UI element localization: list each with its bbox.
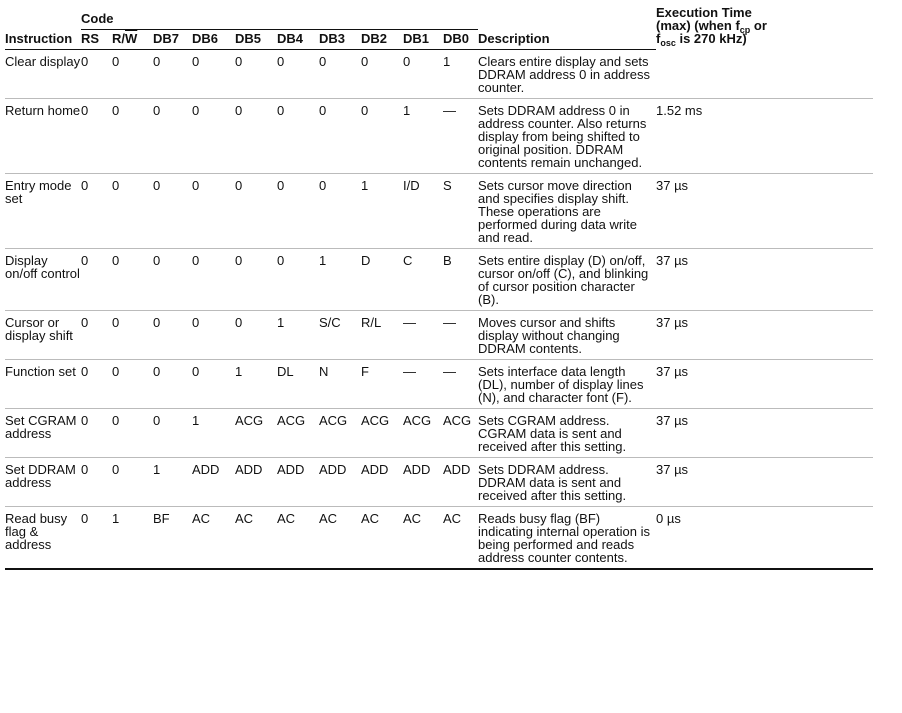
instruction-name: Set CGRAM address [5, 408, 81, 457]
code-cell: S [443, 173, 478, 248]
instruction-description: Reads busy flag (BF) indicating internal operation is being performed and reads address counter contents. [478, 506, 656, 569]
code-cell: 0 [153, 49, 192, 98]
code-cell: 0 [192, 98, 235, 173]
instruction-description: Sets cursor move direction and specifies display shift. These operations are performed during data write and read. [478, 173, 656, 248]
instruction-description: Sets interface data length (DL), number of display lines (N), and character font (F). [478, 359, 656, 408]
code-cell: 1 [235, 359, 277, 408]
code-cell: — [443, 359, 478, 408]
code-cell: — [403, 310, 443, 359]
instruction-description: Clears entire display and sets DDRAM address 0 in address counter. [478, 49, 656, 98]
table-row [5, 359, 873, 408]
code-cell: 0 [81, 98, 112, 173]
code-cell: 0 [112, 457, 153, 506]
db0-header: DB0 [443, 29, 478, 49]
code-cell: AC [443, 506, 478, 569]
code-cell: BF [153, 506, 192, 569]
code-cell: ACG [319, 408, 361, 457]
code-cell: 0 [153, 248, 192, 310]
code-cell: 1 [443, 49, 478, 98]
table-row [5, 248, 873, 310]
db6-header: DB6 [192, 29, 235, 49]
code-cell: 0 [403, 49, 443, 98]
code-cell: C [403, 248, 443, 310]
code-cell: AC [319, 506, 361, 569]
instruction-name: Cursor or display shift [5, 310, 81, 359]
rs-header: RS [81, 29, 112, 49]
code-cell: 0 [192, 310, 235, 359]
description-header: Description [478, 29, 656, 49]
code-cell: I/D [403, 173, 443, 248]
code-cell: ADD [443, 457, 478, 506]
code-cell: 0 [81, 49, 112, 98]
code-cell: 0 [112, 408, 153, 457]
code-cell: 0 [81, 248, 112, 310]
rw-header: $R/\overline{W}$ [112, 29, 153, 49]
code-cell: 0 [81, 310, 112, 359]
code-cell: D [361, 248, 403, 310]
code-cell: 0 [192, 359, 235, 408]
db3-header: DB3 [319, 29, 361, 49]
db7-header: DB7 [153, 29, 192, 49]
instruction-description: Moves cursor and shifts display without changing DDRAM contents. [478, 310, 656, 359]
code-cell: AC [192, 506, 235, 569]
code-cell: 0 [153, 310, 192, 359]
db1-header: DB1 [403, 29, 443, 49]
code-cell: AC [277, 506, 319, 569]
table-row [5, 408, 873, 457]
code-cell: F [361, 359, 403, 408]
code-cell: 1 [319, 248, 361, 310]
code-cell: 0 [361, 49, 403, 98]
code-cell: 0 [112, 49, 153, 98]
instruction-description: Sets CGRAM address. CGRAM data is sent and received after this setting. [478, 408, 656, 457]
code-cell: N [319, 359, 361, 408]
code-cell: AC [403, 506, 443, 569]
code-cell: 0 [235, 248, 277, 310]
code-cell: 0 [112, 98, 153, 173]
code-cell: — [443, 310, 478, 359]
table-row [5, 310, 873, 359]
code-cell: 0 [153, 98, 192, 173]
execution-time: 37 µs [656, 248, 873, 310]
code-cell: 0 [192, 49, 235, 98]
instruction-name: Function set [5, 359, 81, 408]
instruction-name: Return home [5, 98, 81, 173]
execution-time [656, 49, 873, 98]
code-cell: — [403, 359, 443, 408]
instruction-description: Sets entire display (D) on/off, cursor on/off (C), and blinking of cursor position character (B). [478, 248, 656, 310]
code-cell: 0 [361, 98, 403, 173]
db4-header: DB4 [277, 29, 319, 49]
code-cell: 0 [235, 173, 277, 248]
code-cell: ADD [319, 457, 361, 506]
code-cell: 0 [153, 408, 192, 457]
code-cell: 0 [112, 359, 153, 408]
code-cell: 1 [192, 408, 235, 457]
code-cell: 1 [403, 98, 443, 173]
code-cell: AC [361, 506, 403, 569]
table-row [5, 457, 873, 506]
code-cell: ACG [403, 408, 443, 457]
code-cell: 0 [81, 408, 112, 457]
code-cell: AC [235, 506, 277, 569]
instruction-name: Display on/off control [5, 248, 81, 310]
code-cell: 0 [277, 173, 319, 248]
table-row [5, 173, 873, 248]
code-cell: R/L [361, 310, 403, 359]
code-cell: 1 [153, 457, 192, 506]
execution-time: 1.52 ms [656, 98, 873, 173]
execution-time-header: Execution Time (max) (when $f_{cp}$ or $f_{osc}$ is 270 kHz) [656, 5, 767, 48]
code-cell: 0 [277, 98, 319, 173]
db2-header: DB2 [361, 29, 403, 49]
code-cell: 0 [192, 173, 235, 248]
code-cell: 0 [112, 248, 153, 310]
execution-time: 37 µs [656, 359, 873, 408]
code-cell: 0 [81, 457, 112, 506]
code-cell: 0 [81, 506, 112, 569]
code-cell: ACG [443, 408, 478, 457]
code-cell: 0 [235, 310, 277, 359]
code-cell: 0 [81, 173, 112, 248]
code-cell: 1 [277, 310, 319, 359]
code-cell: 0 [277, 248, 319, 310]
code-cell: 0 [277, 49, 319, 98]
code-cell: ADD [235, 457, 277, 506]
code-cell: 0 [112, 173, 153, 248]
table-row [5, 49, 873, 98]
execution-time: 37 µs [656, 457, 873, 506]
db5-header: DB5 [235, 29, 277, 49]
instruction-header: Instruction [5, 29, 81, 49]
execution-time: 37 µs [656, 173, 873, 248]
instruction-rows [5, 49, 873, 569]
code-cell: DL [277, 359, 319, 408]
instruction-name: Clear display [5, 49, 81, 98]
code-cell: ACG [361, 408, 403, 457]
header-row-top [5, 6, 873, 29]
instruction-name: Entry mode set [5, 173, 81, 248]
code-cell: 0 [319, 98, 361, 173]
code-cell: ADD [192, 457, 235, 506]
instruction-description: Sets DDRAM address 0 in address counter. Also returns display from being shifted to original position. DDRAM contents remain unchanged. [478, 98, 656, 173]
code-cell: S/C [319, 310, 361, 359]
code-cell: ADD [361, 457, 403, 506]
code-group-header: Code [81, 6, 478, 29]
code-cell: ADD [277, 457, 319, 506]
code-cell: — [443, 98, 478, 173]
code-cell: 0 [319, 49, 361, 98]
code-cell: 0 [192, 248, 235, 310]
code-cell: ADD [403, 457, 443, 506]
table-row [5, 506, 873, 569]
code-cell: 0 [153, 359, 192, 408]
code-cell: B [443, 248, 478, 310]
code-cell: ACG [277, 408, 319, 457]
execution-time: 37 µs [656, 310, 873, 359]
code-cell: 1 [361, 173, 403, 248]
instruction-name: Read busy flag & address [5, 506, 81, 569]
code-cell: 0 [153, 173, 192, 248]
instruction-name: Set DDRAM address [5, 457, 81, 506]
instruction-description: Sets DDRAM address. DDRAM data is sent and received after this setting. [478, 457, 656, 506]
instruction-table [5, 6, 873, 570]
execution-time: 0 µs [656, 506, 873, 569]
code-cell: 0 [112, 310, 153, 359]
code-cell: ACG [235, 408, 277, 457]
code-cell: 1 [112, 506, 153, 569]
code-cell: 0 [81, 359, 112, 408]
code-cell: 0 [235, 49, 277, 98]
execution-time: 37 µs [656, 408, 873, 457]
code-cell: 0 [319, 173, 361, 248]
table-row [5, 98, 873, 173]
code-cell: 0 [235, 98, 277, 173]
